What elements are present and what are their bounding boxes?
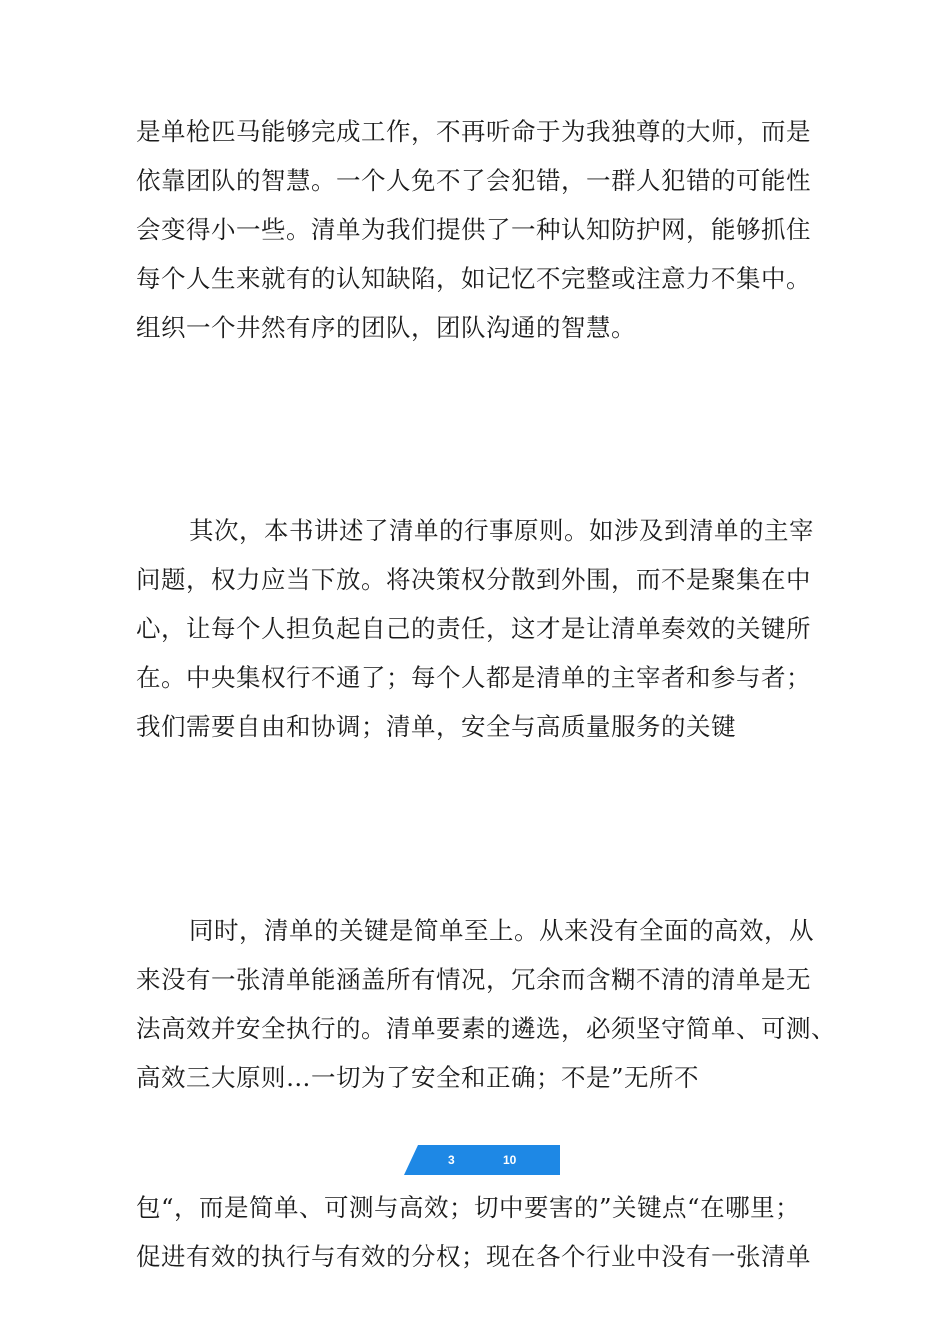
- text-line: 是单枪匹马能够完成工作，不再听命于为我独尊的大师，而是: [136, 117, 811, 146]
- text-line: 心，让每个人担负起自己的责任，这才是让清单奏效的关键所: [136, 614, 811, 643]
- text-line: 包“，而是简单、可测与高效；切中要害的”关键点“在哪里；: [136, 1193, 801, 1222]
- text-line: 促进有效的执行与有效的分权；现在各个行业中没有一张清单: [136, 1242, 811, 1271]
- text-line: 我们需要自由和协调；清单，安全与高质量服务的关键: [136, 712, 736, 741]
- text-line: 来没有一张清单能涵盖所有情况，冗余而含糊不清的清单是无: [136, 965, 811, 994]
- page-badge-shape: [404, 1145, 560, 1175]
- paragraph: [136, 107, 836, 352]
- text-line: 在。中央集权行不通了；每个人都是清单的主宰者和参与者；: [136, 663, 811, 692]
- text-line: 法高效并安全执行的。清单要素的遴选，必须坚守简单、可测、: [136, 1014, 836, 1043]
- paragraph: [136, 506, 836, 751]
- text-line: 同时，清单的关键是简单至上。从来没有全面的高效，从: [189, 916, 814, 945]
- paragraph: [136, 1183, 836, 1281]
- page-number-badge: [404, 1145, 560, 1175]
- text-line: 组织一个井然有序的团队，团队沟通的智慧。: [136, 313, 636, 342]
- paragraph: [136, 906, 836, 1102]
- text-line: 每个人生来就有的认知缺陷，如记忆不完整或注意力不集中。: [136, 264, 811, 293]
- text-line: 依靠团队的智慧。一个人免不了会犯错，一群人犯错的可能性: [136, 166, 811, 195]
- text-line: 问题，权力应当下放。将决策权分散到外围，而不是聚集在中: [136, 565, 811, 594]
- current-page-number: 3: [448, 1153, 455, 1167]
- text-line: 其次，本书讲述了清单的行事原则。如涉及到清单的主宰: [189, 516, 814, 545]
- total-page-count: 10: [503, 1153, 517, 1167]
- text-line: 高效三大原则…一切为了安全和正确；不是”无所不: [136, 1063, 700, 1092]
- text-line: 会变得小一些。清单为我们提供了一种认知防护网，能够抓住: [136, 215, 811, 244]
